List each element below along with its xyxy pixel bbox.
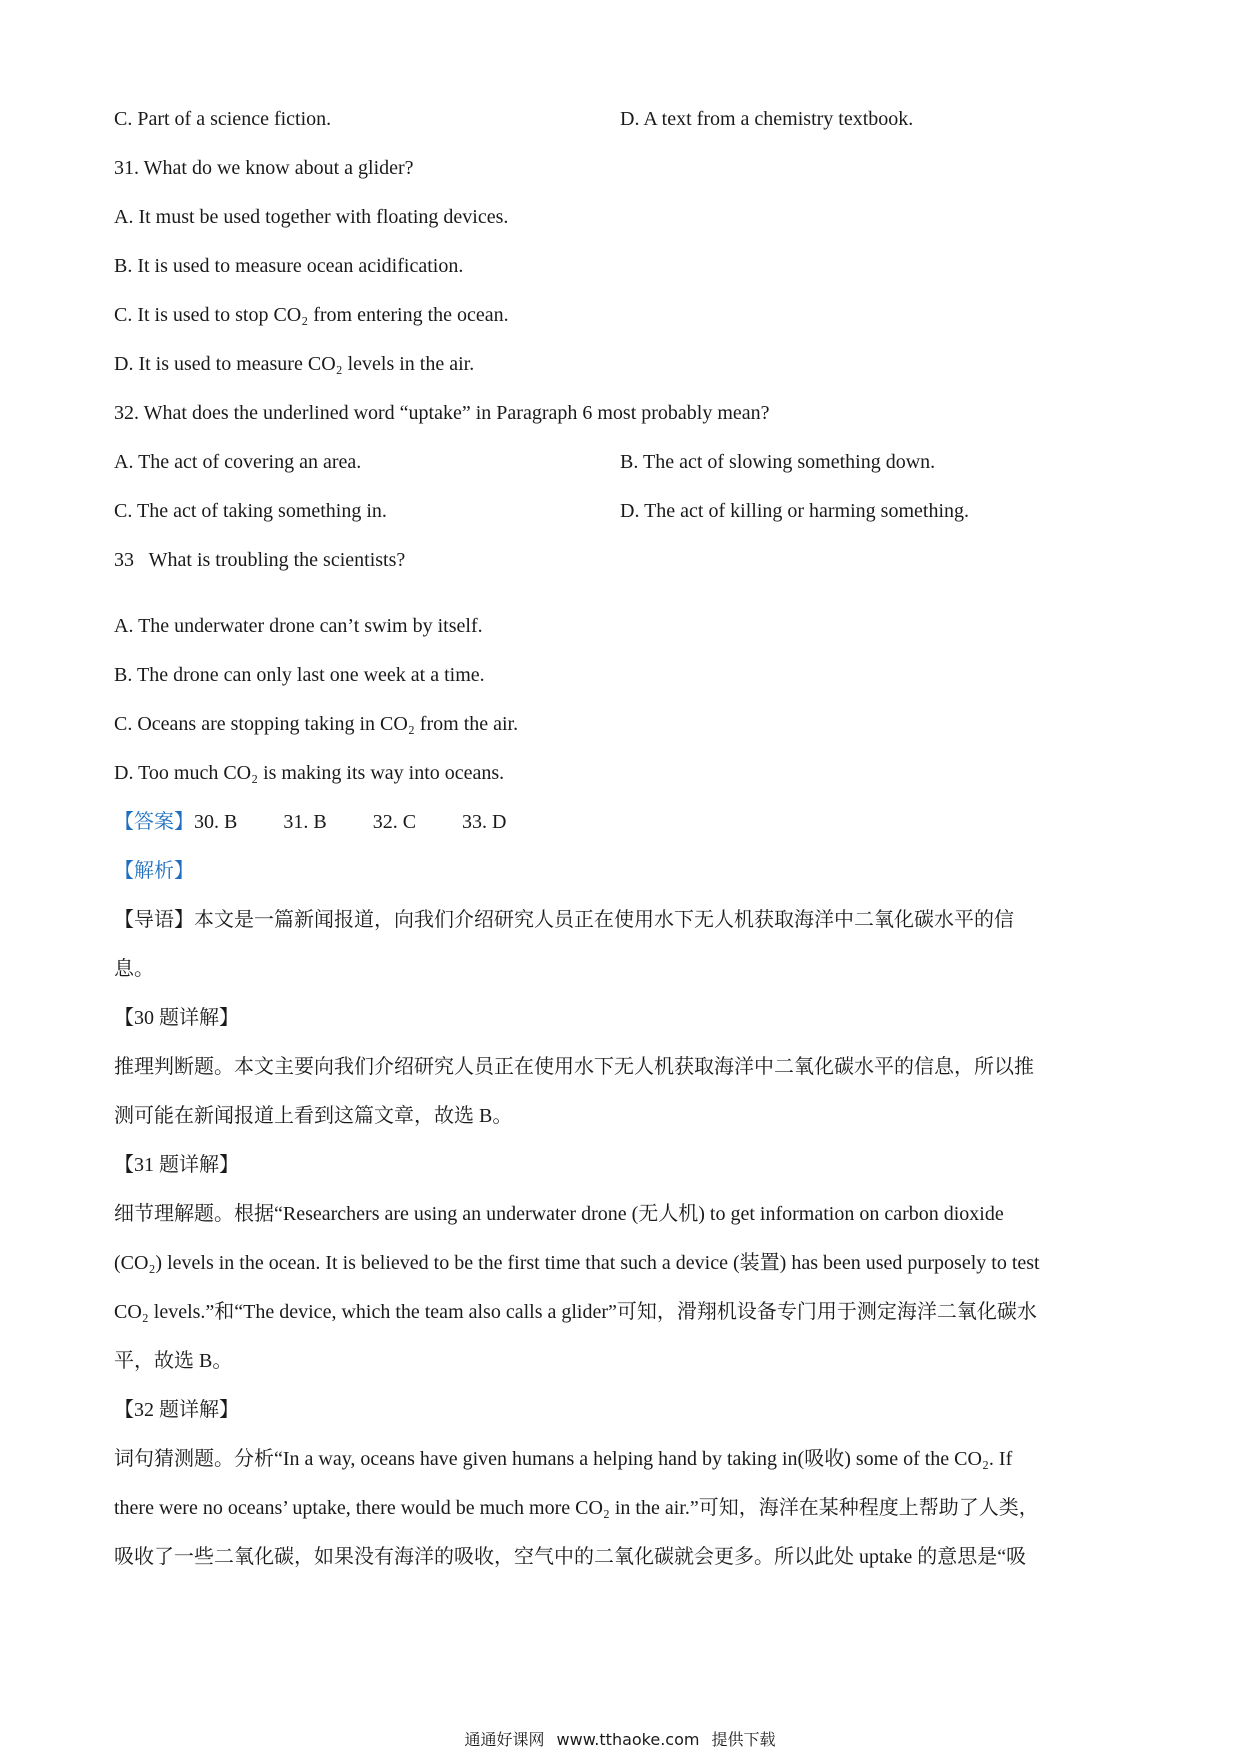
q32-option-a: A. The act of covering an area.: [114, 451, 362, 473]
d32-line-1: 词句猜测题。分析“In a way, oceans have given humans a helping hand by taking in(吸收) some of the CO₂. If: [114, 1448, 1013, 1470]
footer-suffix: 提供下载: [711, 1730, 776, 1749]
q30-option-c: C. Part of a science fiction.: [114, 108, 332, 130]
q33-stem: 33 What is troubling the scientists?: [114, 549, 406, 571]
intro-line-2: 息。: [114, 958, 154, 980]
q31-option-b: B. It is used to measure ocean acidification.: [114, 255, 464, 277]
answer-line: [114, 809, 506, 835]
q33-option-a: A. The underwater drone can’t swim by itself.: [114, 615, 483, 637]
d32-line-2: there were no oceans’ uptake, there would be much more CO₂ in the air.”可知，海洋在某种程度上帮助了人类，: [114, 1497, 1039, 1519]
answer-item: 30. B: [194, 811, 238, 833]
q30-option-d: D. A text from a chemistry textbook.: [620, 108, 914, 130]
answer-item: 33. D: [462, 811, 507, 833]
d31-line-4: 平，故选 B。: [114, 1350, 233, 1372]
q32-option-d: D. The act of killing or harming something.: [620, 500, 970, 522]
analysis-label: 【解析】: [114, 860, 194, 882]
intro-line-1: 【导语】本文是一篇新闻报道，向我们介绍研究人员正在使用水下无人机获取海洋中二氧化碳水平的信: [114, 909, 1014, 931]
answer-item: 32. C: [372, 811, 417, 833]
d31-title: 【31 题详解】: [114, 1154, 239, 1176]
q33-option-d: D. Too much CO₂ is making its way into oceans.: [114, 762, 505, 784]
d30-line-2: 测可能在新闻报道上看到这篇文章，故选 B。: [114, 1105, 513, 1127]
d32-title: 【32 题详解】: [114, 1399, 239, 1421]
d31-line-1: 细节理解题。根据“Researchers are using an underwater drone (无人机) to get information on carbon dioxide: [114, 1203, 1004, 1225]
q32-option-c: C. The act of taking something in.: [114, 500, 387, 522]
q31-option-d: D. It is used to measure CO₂ levels in the air.: [114, 353, 475, 375]
q31-option-c: C. It is used to stop CO₂ from entering the ocean.: [114, 304, 509, 326]
q33-option-b: B. The drone can only last one week at a time.: [114, 664, 485, 686]
d30-title: 【30 题详解】: [114, 1007, 239, 1029]
q33-option-c: C. Oceans are stopping taking in CO₂ from the air.: [114, 713, 519, 735]
page-footer: [0, 1730, 1240, 1750]
q32-option-b: B. The act of slowing something down.: [620, 451, 936, 473]
d31-line-3: CO₂ levels.”和“The device, which the team also calls a glider”可知，滑翔机设备专门用于测定海洋二氧化碳水: [114, 1301, 1037, 1323]
q31-stem: 31. What do we know about a glider?: [114, 157, 414, 179]
d30-line-1: 推理判断题。本文主要向我们介绍研究人员正在使用水下无人机获取海洋中二氧化碳水平的信息，所以推: [114, 1056, 1034, 1078]
answer-item: 31. B: [283, 811, 327, 833]
footer-url[interactable]: www.tthaoke.com: [556, 1730, 700, 1749]
d31-line-2: (CO₂) levels in the ocean. It is believed to be the first time that such a device (装置) has been used purposely to test: [114, 1252, 1040, 1274]
d32-line-3: 吸收了一些二氧化碳，如果没有海洋的吸收，空气中的二氧化碳就会更多。所以此处 uptake 的意思是“吸: [114, 1546, 1027, 1568]
footer-site-name: 通通好课网: [464, 1730, 545, 1749]
answer-label: 【答案】: [114, 811, 194, 833]
q32-stem: 32. What does the underlined word “uptake” in Paragraph 6 most probably mean?: [114, 402, 770, 424]
q31-option-a: A. It must be used together with floating devices.: [114, 206, 509, 228]
